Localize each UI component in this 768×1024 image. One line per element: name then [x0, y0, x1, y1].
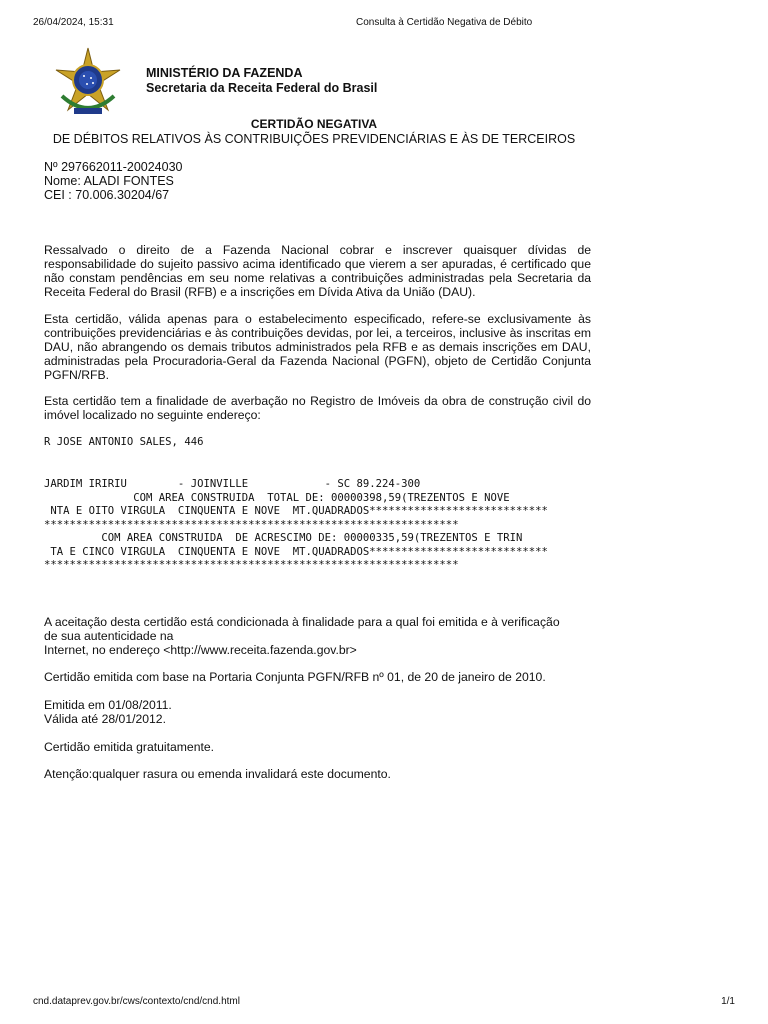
print-page-title: Consulta à Certidão Negativa de Débito — [356, 17, 533, 28]
page-count: 1/1 — [721, 996, 735, 1007]
cei-number: CEI : 70.006.30204/67 — [44, 188, 170, 202]
paragraph-acceptance — [44, 615, 591, 657]
taxpayer-name: Nome: ALADI FONTES — [44, 174, 174, 188]
print-url: cnd.dataprev.gov.br/cws/contexto/cnd/cnd.html — [33, 996, 240, 1007]
secretariat-name: Secretaria da Receita Federal do Brasil — [146, 81, 378, 95]
identification-block — [44, 160, 182, 202]
free-issue-note: Certidão emitida gratuitamente. — [44, 740, 215, 754]
coat-of-arms-emblem — [50, 46, 126, 118]
issue-date: Emitida em 01/08/2011. — [44, 698, 172, 712]
property-details: JARDIM IRIRIU - JOINVILLE - SC 89.224-300 COM AREA CONSTRUIDA TOTAL DE: 00000398,59(TREZENTOS E NOVE NTA E OITO VIRGULA CINQUENTA E NOVE MT.QUADRADOS**************************** ***************************************************************** COM AREA CONSTRUIDA DE ACRESCIMO DE: 00000335,59(TREZENTOS E TRIN TA E CINCO VIRGULA CINQUENTA E NOVE MT.QUADRADOS**************************** ***************************************************************** — [44, 478, 548, 571]
paragraph-scope: Esta certidão, válida apenas para o estabelecimento especificado, refere-se exclusivamente às contribuições previdenciárias e às contribuições devidas, por lei, a terceiros, inclusive às inscritas em DAU, não abrangendo os demais tributos administrados pela RFB e as demais inscrições em DAU, administradas pela Procuradoria-Geral da Fazenda Nacional (PGFN), objeto de Certidão Conjunta PGFN/RFB. — [44, 312, 591, 382]
issuer-block — [146, 66, 377, 96]
paragraph-purpose: Esta certidão tem a finalidade de averbação no Registro de Imóveis da obra de construção civil do imóvel localizado no seguinte endereço: — [44, 394, 591, 422]
paragraph-clearance: Ressalvado o direito de a Fazenda Nacional cobrar e inscrever quaisquer dívidas de responsabilidade do sujeito passivo acima identificado que vierem a ser apuradas, é certificado que não constam pendências em seu nome relativas a contribuições administradas pela Secretaria da Receita Federal do Brasil (RFB) e a inscrições em Dívida Ativa da União (DAU). — [44, 243, 591, 299]
print-datetime: 26/04/2024, 15:31 — [33, 17, 114, 28]
certificate-subtitle: DE DÉBITOS RELATIVOS ÀS CONTRIBUIÇÕES PREVIDENCIÁRIAS E ÀS DE TERCEIROS — [52, 132, 576, 146]
acceptance-line: A aceitação desta certidão está condicionada à finalidade para a qual foi emitida e à verificação — [44, 615, 560, 629]
valid-until: Válida até 28/01/2012. — [44, 712, 166, 726]
property-address: R JOSE ANTONIO SALES, 446 — [44, 436, 204, 448]
tamper-warning: Atenção:qualquer rasura ou emenda invalidará este documento. — [44, 767, 391, 781]
ministry-name: MINISTÉRIO DA FAZENDA — [146, 66, 303, 80]
paragraph-legal-basis: Certidão emitida com base na Portaria Conjunta PGFN/RFB nº 01, de 20 de janeiro de 2010. — [44, 670, 546, 684]
certificate-title: CERTIDÃO NEGATIVA — [250, 117, 378, 131]
certificate-number: Nº 297662011-20024030 — [44, 160, 183, 174]
verification-url-line: Internet, no endereço <http://www.receita.fazenda.gov.br> — [44, 643, 357, 657]
acceptance-line: de sua autenticidade na — [44, 629, 174, 643]
validity-block — [44, 698, 591, 726]
